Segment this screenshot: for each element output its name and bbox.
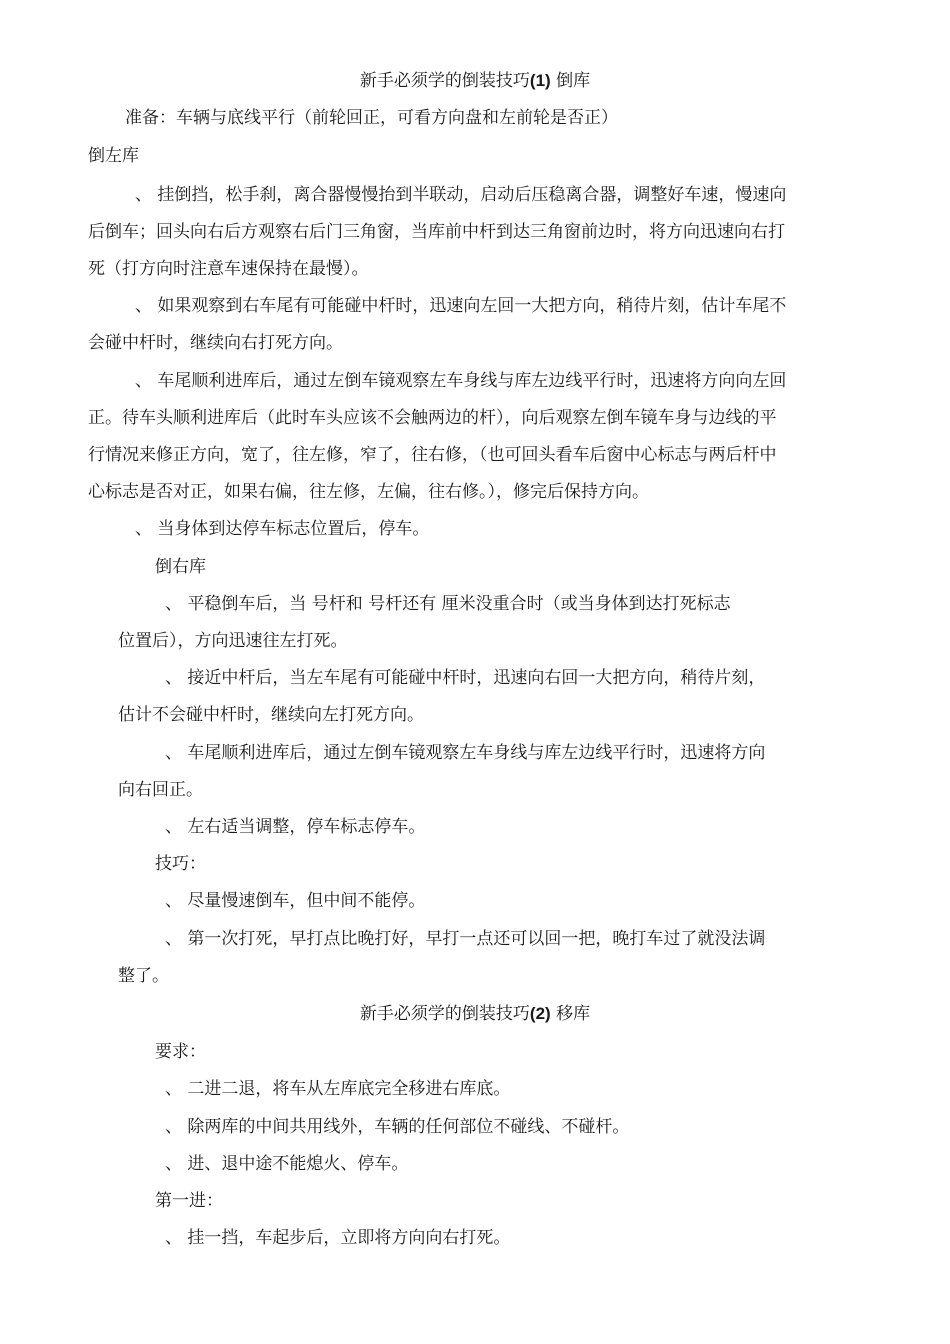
first-in-step-1: 、 挂一挡，车起步后，立即将方向向右打死。 (165, 1228, 511, 1248)
left-heading: 倒左库 (88, 146, 139, 166)
tip-2-line-2: 整了。 (118, 966, 169, 986)
section2-title-prefix: 新手必须学的倒装技巧 (359, 1004, 530, 1024)
requirement-2: 、 除两库的中间共用线外，车辆的任何部位不碰线、不碰杆。 (165, 1117, 630, 1137)
left-step-3-line-1: 、 车尾顺利进库后，通过左倒车镜观察左车身线与库左边线平行时，迅速将方向向左回 (135, 371, 787, 391)
left-step-1-line-2: 后倒车；回头向右后方观察右后门三角窗，当库前中杆到达三角窗前边时，将方向迅速向右打 (88, 222, 785, 242)
left-step-2-line-1: 、 如果观察到右车尾有可能碰中杆时，迅速向左回一大把方向，稍待片刻，估计车尾不 (135, 296, 787, 316)
left-step-2-line-2: 会碰中杆时，继续向右打死方向。 (88, 333, 343, 353)
tips-heading: 技巧： (155, 854, 206, 874)
section1-title-prefix: 新手必须学的倒装技巧 (359, 71, 530, 91)
section2-title (0, 1003, 950, 1025)
left-step-1-line-1: 、 挂倒挡，松手刹，离合器慢慢抬到半联动，启动后压稳离合器，调整好车速，慢速向 (135, 185, 787, 205)
right-step-3-line-1: 、 车尾顺利进库后，通过左倒车镜观察左车身线与库左边线平行时，迅速将方向 (165, 743, 766, 763)
left-step-3-line-2: 正。待车头顺利进库后（此时车头应该不会触两边的杆），向后观察左倒车镜车身与边线的平 (88, 408, 777, 428)
section1-title-num: (1) (529, 71, 551, 90)
left-step-4-line-1: 、 当身体到达停车标志位置后，停车。 (135, 519, 430, 539)
section1-title-suffix: 倒库 (550, 71, 591, 91)
first-in-heading: 第一进： (155, 1191, 223, 1211)
tip-1-line-1: 、 尽量慢速倒车，但中间不能停。 (165, 891, 426, 911)
right-step-3-line-2: 向右回正。 (118, 780, 203, 800)
section2-title-suffix: 移库 (550, 1004, 591, 1024)
section1-title (0, 70, 950, 92)
left-step-1-line-3: 死（打方向时注意车速保持在最慢）。 (88, 259, 369, 279)
left-step-3-line-4: 心标志是否对正，如果右偏，往左修，左偏，往右修。），修完后保持方向。 (88, 482, 649, 502)
right-step-1-line-1: 、 平稳倒车后，当 号杆和 号杆还有 厘米没重合时（或当身体到达打死标志 (165, 594, 731, 614)
section2-title-num: (2) (529, 1004, 551, 1023)
right-heading: 倒右库 (155, 557, 206, 577)
requirement-3: 、 进、退中途不能熄火、停车。 (165, 1154, 409, 1174)
right-step-1-line-2: 位置后），方向迅速往左打死。 (118, 631, 348, 651)
right-step-4-line-1: 、 左右适当调整，停车标志停车。 (165, 817, 426, 837)
req-heading: 要求： (155, 1042, 206, 1062)
right-step-2-line-2: 估计不会碰中杆时，继续向左打死方向。 (118, 705, 424, 725)
requirement-1: 、 二进二退，将车从左库底完全移进右库底。 (165, 1079, 511, 1099)
tip-2-line-1: 、 第一次打死，早打点比晚打好，早打一点还可以回一把，晚打车过了就没法调 (165, 929, 766, 949)
prep-line: 准备：车辆与底线平行（前轮回正，可看方向盘和左前轮是否正） (125, 108, 618, 128)
right-step-2-line-1: 、 接近中杆后，当左车尾有可能碰中杆时，迅速向右回一大把方向，稍待片刻， (165, 668, 766, 688)
left-step-3-line-3: 行情况来修正方向，宽了，往左修，窄了，往右修，（也可回头看车后窗中心标志与两后杆中 (88, 445, 777, 465)
